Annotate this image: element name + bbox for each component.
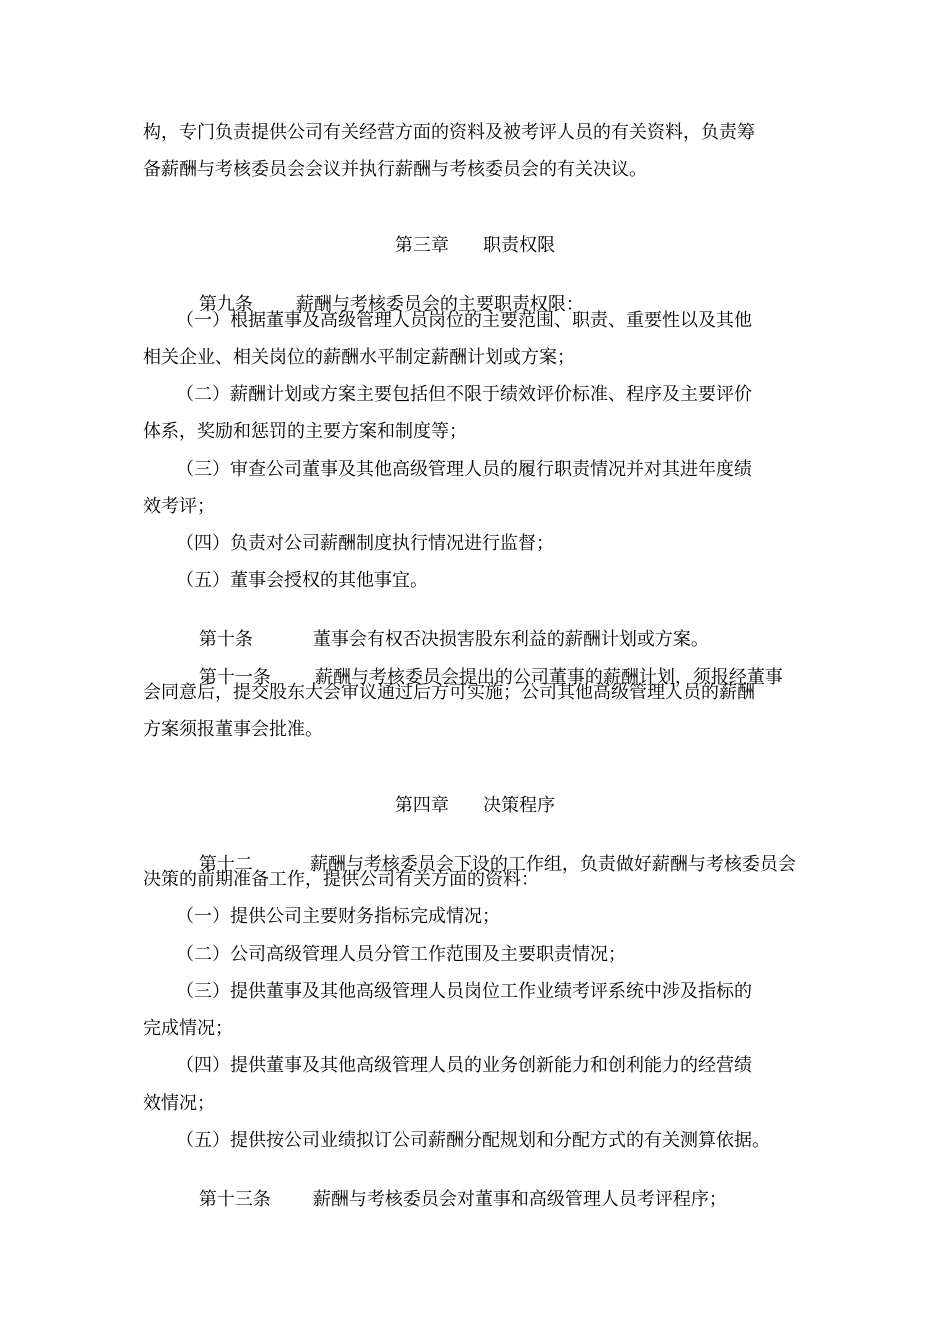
article-13 (176, 1167, 727, 1233)
ch4-item-3-line-1: （三）提供董事及其他高级管理人员岗位工作业绩考评系统中涉及指标的 (176, 981, 752, 1002)
ch4-item-5: （五）提供按公司业绩拟订公司薪酬分配规划和分配方式的有关测算依据。 (176, 1130, 770, 1151)
article-10-label: 第十条 (198, 629, 253, 650)
ch4-item-4-line-2: 效情况； (143, 1093, 215, 1114)
ch3-item-4: （四）负责对公司薪酬制度执行情况进行监督； (176, 533, 554, 554)
ch3-item-1-line-2: 相关企业、相关岗位的薪酬水平制定薪酬计划或方案； (143, 347, 575, 368)
ch3-item-5: （五）董事会授权的其他事宜。 (176, 570, 428, 591)
ch4-item-4-line-1: （四）提供董事及其他高级管理人员的业务创新能力和创利能力的经营绩 (176, 1055, 752, 1076)
intro-line-1: 构，专门负责提供公司有关经营方面的资料及被考评人员的有关资料，负责筹 (143, 122, 755, 143)
article-12-text: 薪酬与考核委员会下设的工作组，负责做好薪酬与考核委员会 (309, 854, 796, 875)
ch3-item-3-line-2: 效考评； (143, 496, 215, 517)
article-12-label: 第十二 (198, 854, 253, 875)
article-13-text: 薪酬与考核委员会对董事和高级管理人员考评程序； (312, 1189, 727, 1210)
article-11-line-2: 会同意后，提交股东大会审议通过后方可实施；公司其他高级管理人员的薪酬 (143, 682, 755, 703)
ch4-item-1: （一）提供公司主要财务指标完成情况； (176, 906, 500, 927)
ch3-item-2-line-2: 体系，奖励和惩罚的主要方案和制度等； (143, 421, 467, 442)
intro-line-2: 备薪酬与考核委员会会议并执行薪酬与考核委员会的有关决议。 (143, 159, 647, 180)
article-11-label: 第十一条 (198, 667, 271, 688)
ch3-item-3-line-1: （三）审查公司董事及其他高级管理人员的履行职责情况并对其进年度绩 (176, 459, 752, 480)
chapter-4-title: 第四章 决策程序 (394, 795, 556, 816)
article-9-label: 第九条 (198, 294, 253, 315)
ch4-item-2: （二）公司高级管理人员分管工作范围及主要职责情况； (176, 944, 626, 965)
chapter-3-title: 第三章 职责权限 (394, 235, 556, 256)
article-11-line-3: 方案须报董事会批准。 (143, 719, 323, 740)
article-10-text: 董事会有权否决损害股东利益的薪酬计划或方案。 (312, 629, 709, 650)
ch3-item-2-line-1: （二）薪酬计划或方案主要包括但不限于绩效评价标准、程序及主要评价 (176, 384, 752, 405)
article-13-label: 第十三条 (198, 1189, 271, 1210)
ch4-item-3-line-2: 完成情况； (143, 1018, 233, 1039)
article-9-text: 薪酬与考核委员会的主要职责权限： (295, 294, 584, 315)
article-11-text: 薪酬与考核委员会提出的公司董事的薪酬计划，须报经董事 (314, 667, 783, 688)
article-12-line-2: 决策的前期准备工作，提供公司有关方面的资料： (143, 869, 539, 890)
ch3-item-1-line-1: （一）根据董事及高级管理人员岗位的主要范围、职责、重要性以及其他 (176, 310, 752, 331)
